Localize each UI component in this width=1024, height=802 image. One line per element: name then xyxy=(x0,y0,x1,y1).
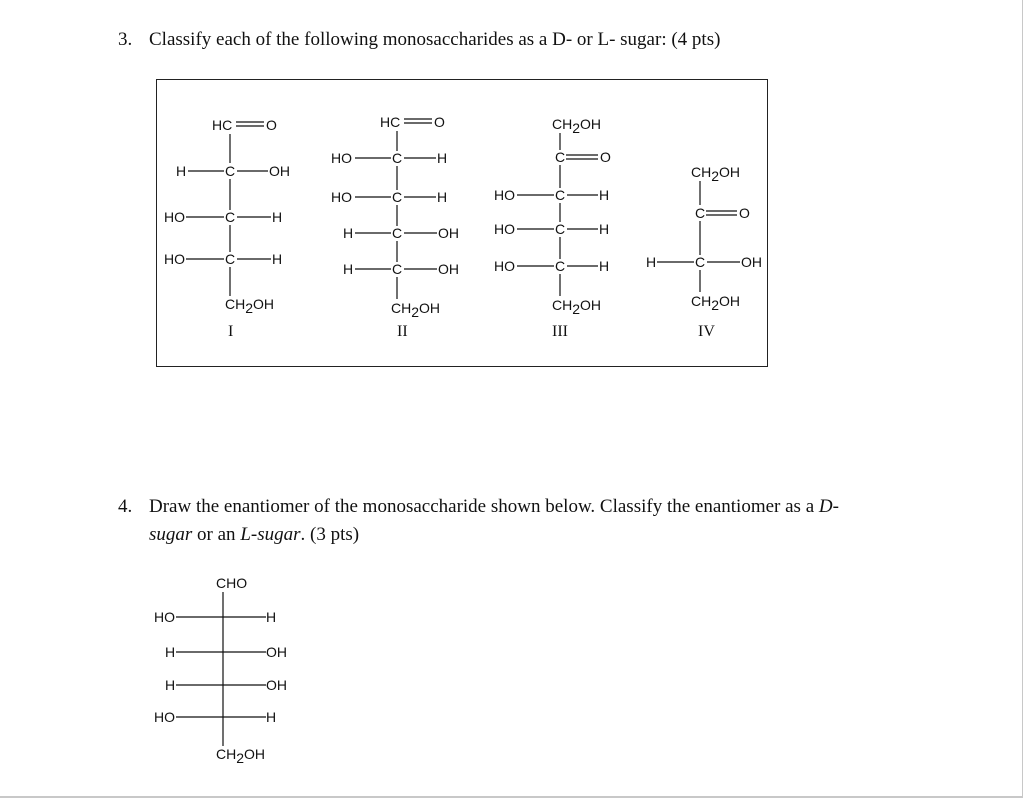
question-3-number: 3. xyxy=(118,29,133,50)
q4-structure xyxy=(154,575,287,766)
s2-r2-left: HO xyxy=(331,189,352,205)
question-4-line-1-text: Draw the enantiomer of the monosaccharide shown below. Classify the enantiomer as a xyxy=(149,496,815,517)
s3-ketone-o: O xyxy=(600,149,611,165)
question-4-line-2 xyxy=(149,521,359,549)
s4-r1-right: OH xyxy=(741,254,762,270)
s1-r3-left: HO xyxy=(164,251,185,267)
q4-r4-right: H xyxy=(266,709,277,725)
s1-bottom: CH2OH xyxy=(225,296,275,316)
question-4-line-1 xyxy=(149,493,839,521)
s3-bottom: CH2OH xyxy=(552,297,602,317)
question-4-number: 4. xyxy=(118,496,133,517)
s4-ketone-o: O xyxy=(739,205,750,221)
s4-bottom: CH2OH xyxy=(691,293,741,313)
q4-r3-left: H xyxy=(165,677,176,693)
question-4-d-term: D- xyxy=(818,496,839,517)
q4-r4-left: HO xyxy=(154,709,175,725)
s4-ketone-c: C xyxy=(695,205,706,221)
question-4-l-term: L-sugar xyxy=(240,524,301,545)
s2-top-hc: HC xyxy=(380,114,401,130)
s2-r3-c: C xyxy=(392,225,403,241)
question-4-mid-text: or an xyxy=(197,524,236,545)
q4-top: CHO xyxy=(216,575,248,591)
s3-r2-left: HO xyxy=(494,221,515,237)
s1-r1-left: H xyxy=(176,163,187,179)
s2-r1-right: H xyxy=(437,150,448,166)
s2-r1-left: HO xyxy=(331,150,352,166)
structure-1 xyxy=(164,117,290,340)
s4-top: CH2OH xyxy=(691,164,741,184)
s2-r3-right: OH xyxy=(438,225,459,241)
s1-r2-left: HO xyxy=(164,209,185,225)
q4-r2-right: OH xyxy=(266,644,287,660)
structure-2 xyxy=(331,114,459,340)
s4-r1-c: C xyxy=(695,254,706,270)
s2-top-o: O xyxy=(434,114,445,130)
s3-r1-right: H xyxy=(599,187,610,203)
s1-r2-right: H xyxy=(272,209,283,225)
q4-r2-left: H xyxy=(165,644,176,660)
s3-r2-right: H xyxy=(599,221,610,237)
s1-label: I xyxy=(228,323,234,340)
s3-r1-c: C xyxy=(555,187,566,203)
s1-top-o: O xyxy=(266,117,277,133)
s3-r3-left: HO xyxy=(494,258,515,274)
s1-r2-c: C xyxy=(225,209,236,225)
s1-r1-right: OH xyxy=(269,163,290,179)
structure-3 xyxy=(494,116,611,340)
s3-r1-left: HO xyxy=(494,187,515,203)
s2-r1-c: C xyxy=(392,150,403,166)
s4-label: IV xyxy=(698,323,715,340)
question-4-points: . (3 pts) xyxy=(300,524,360,545)
s1-r3-right: H xyxy=(272,251,283,267)
s3-r2-c: C xyxy=(555,221,566,237)
question-4-sugar-term: sugar xyxy=(149,524,193,545)
s3-r3-c: C xyxy=(555,258,566,274)
s2-r3-left: H xyxy=(343,225,354,241)
s2-bottom: CH2OH xyxy=(391,300,441,320)
s2-r4-right: OH xyxy=(438,261,459,277)
s1-r1-c: C xyxy=(225,163,236,179)
s2-r4-left: H xyxy=(343,261,354,277)
s3-ketone-c: C xyxy=(555,149,566,165)
q4-r1-left: HO xyxy=(154,609,175,625)
structure-4 xyxy=(646,164,762,340)
s3-r3-right: H xyxy=(599,258,610,274)
s1-top-hc: HC xyxy=(212,117,233,133)
q4-r1-right: H xyxy=(266,609,277,625)
s2-r2-c: C xyxy=(392,189,403,205)
s2-label: II xyxy=(397,323,408,340)
s2-r4-c: C xyxy=(392,261,403,277)
s4-r1-left: H xyxy=(646,254,657,270)
q4-r3-right: OH xyxy=(266,677,287,693)
s1-r3-c: C xyxy=(225,251,236,267)
s3-label: III xyxy=(552,323,568,340)
q4-bottom: CH2OH xyxy=(216,746,266,766)
s2-r2-right: H xyxy=(437,189,448,205)
question-3-text: Classify each of the following monosaccharides as a D- or L- sugar: (4 pts) xyxy=(149,29,721,50)
s3-top: CH2OH xyxy=(552,116,602,136)
